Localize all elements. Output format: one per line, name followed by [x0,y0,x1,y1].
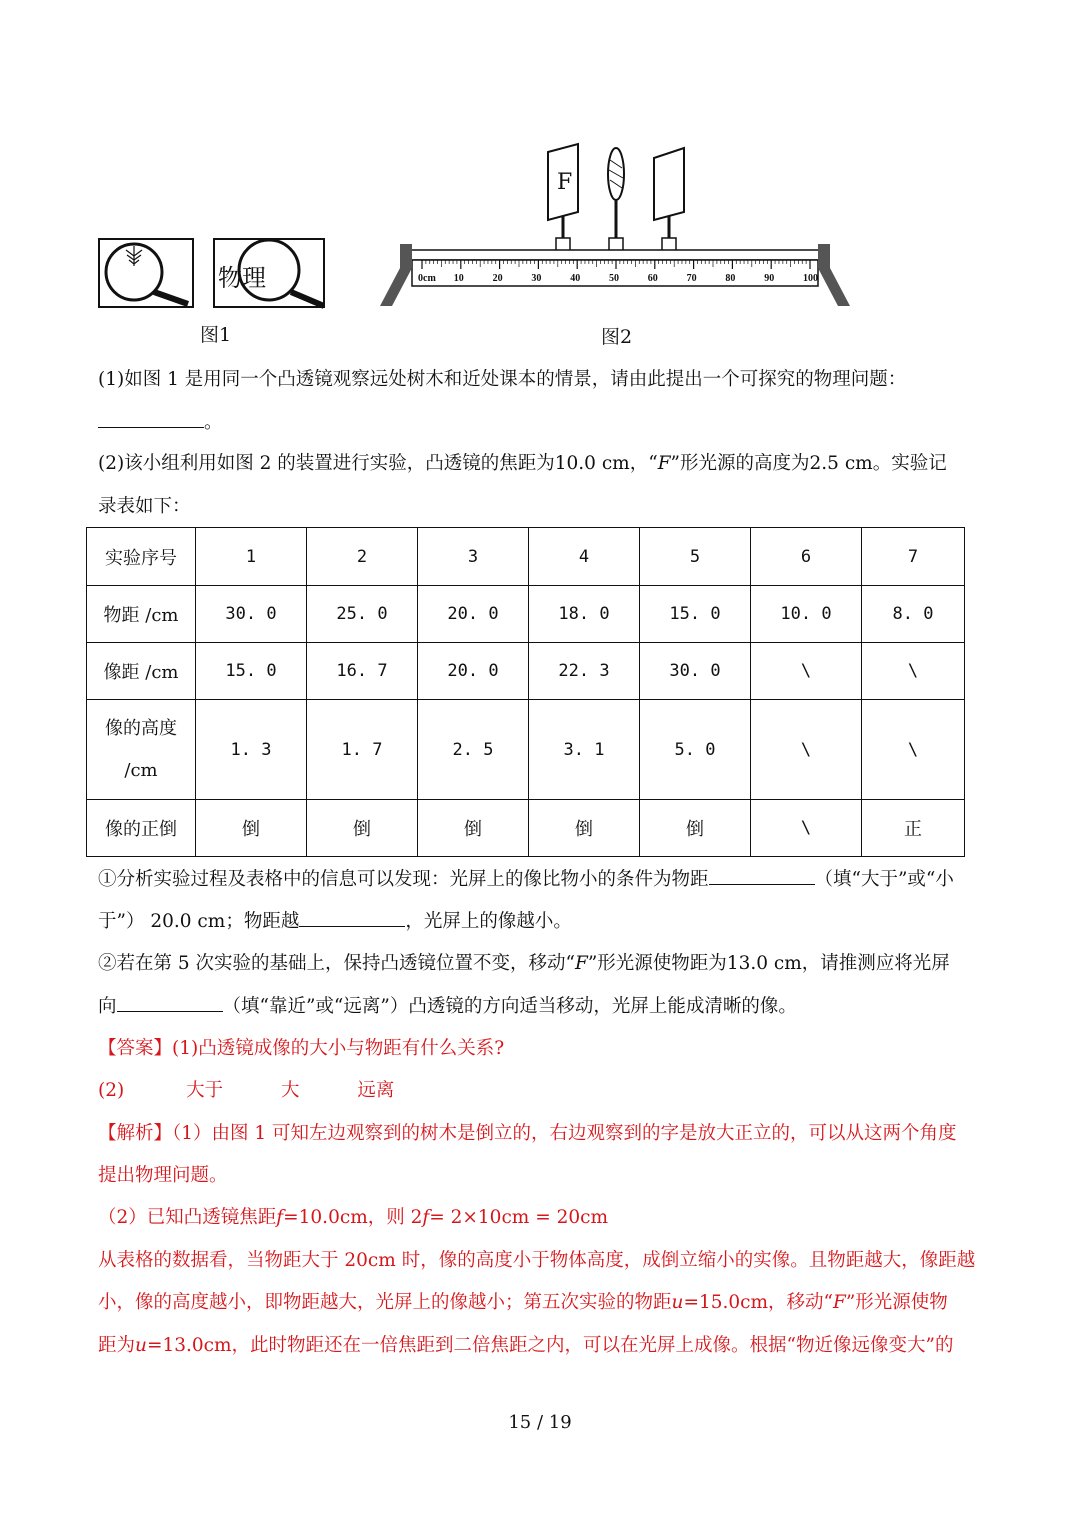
ruler-label: 80 [725,273,736,284]
figure-1 [96,236,336,316]
f-letter: F [557,170,573,195]
table-cell: 3. 1 [529,700,640,800]
table-cell: 2 [307,528,418,586]
table-cell: 10. 0 [751,586,862,643]
ruler-label: 30 [531,273,542,284]
analysis-5c: ”形光源使物 [845,1292,948,1313]
q2-text-d: 。实验记 [872,453,947,474]
s1-text-d: ；物距越 [225,911,300,932]
figure-2-label: 图2 [601,326,633,348]
ruler-label: 70 [686,273,697,284]
figure-1-label: 图1 [200,324,232,346]
row-header-height-unit: /cm [124,759,158,781]
table-cell: 物距 /cm [87,586,196,643]
q2-text-b: ，“ [629,453,658,474]
ruler-label: 10 [453,273,464,284]
table-cell: 30. 0 [640,643,751,700]
answer-blank [98,409,204,428]
table-cell [87,700,196,800]
analysis-line-6 [98,1333,953,1359]
answer-part2-label: (2) [98,1080,125,1101]
table-cell: 像的正倒 [87,800,196,857]
magnifier-handle-left [154,292,188,304]
table-row [87,800,965,857]
u-variable: u [135,1335,147,1356]
table-cell: 20. 0 [418,643,529,700]
ruler-label: 50 [609,273,619,284]
q2-text-c: ”形光源的高度为 [670,453,810,474]
convex-lens [608,148,624,240]
question-1: (1)如图 1 是用同一个凸透镜观察远处树木和近处课本的情景，请由此提出一个可探究的物理问题： [98,369,907,390]
table-row [87,528,965,586]
s2-text-a: ②若在第 5 次实验的基础上，保持凸透镜位置不变，移动“ [98,953,575,974]
table-cell: 5 [640,528,751,586]
magnifier-handle-right [291,292,324,306]
row-header-height: 像的高度 [105,717,177,739]
analysis-6b: =13.0cm，此时物距还在一倍焦距到二倍焦距之内，可以在光屏上成像。根据“物近像远像变大”的 [146,1335,954,1356]
ruler-label: 0cm [418,273,436,284]
table-cell: \ [751,643,862,700]
table-cell: 15. 0 [640,586,751,643]
question-2 [98,451,947,477]
analysis-3c: = 2×10cm = 20cm [429,1207,609,1228]
answer-a: 大于 [186,1080,224,1101]
ruler-label: 20 [492,273,503,284]
table-cell: 倒 [307,800,418,857]
table-cell: 18. 0 [529,586,640,643]
figure-2 [378,140,854,312]
page-number: 15 / 19 [508,1412,572,1433]
ruler-label: 100 [803,273,818,284]
table-cell: 2. 5 [418,700,529,800]
answer-line-2 [98,1078,394,1104]
analysis-5b: =15.0cm，移动“ [683,1292,833,1313]
s2-text-c: ，请推测应将光屏 [801,953,950,974]
table-cell: 6 [751,528,862,586]
analysis-line-4: 从表格的数据看，当物距大于 20cm 时，像的高度小于物体高度，成倒立缩小的实像。且物距越大，像距越 [98,1250,976,1271]
sub-question-2-cont [98,993,797,1020]
table-cell: 倒 [418,800,529,857]
table-cell: 倒 [529,800,640,857]
table-cell: \ [862,700,965,800]
answer-blank [117,993,223,1012]
f-symbol: F [657,453,671,474]
f-symbol: F [833,1292,846,1313]
answer-c: 远离 [357,1080,395,1101]
f-symbol: F [575,953,588,974]
s1-text-a: ①分析实验过程及表格中的信息可以发现：光屏上的像比物小的条件为物距 [98,869,709,890]
table-cell: 1. 7 [307,700,418,800]
analysis-line-2: 提出物理问题。 [98,1165,228,1186]
answer-blank [709,866,815,885]
analysis-6a: 距为 [98,1335,136,1356]
experiment-table [86,527,965,857]
sub-question-1-cont [98,908,572,935]
s1-text-b: （填“大于”或“小 [814,869,954,890]
s1-value: 20.0 cm [150,911,226,932]
source-height: 2.5 cm [809,453,873,474]
sub-question-1 [98,866,954,893]
table-cell: \ [862,643,965,700]
table-cell: 像距 /cm [87,643,196,700]
answer-line-1: 【答案】(1)凸透镜成像的大小与物距有什么关系? [98,1038,505,1059]
analysis-3b: =10.0cm，则 2 [283,1207,423,1228]
s2-text-e: （填“靠近”或“远离”）凸透镜的方向适当移动，光屏上能成清晰的像。 [222,996,797,1017]
figure-1-drawing [96,236,336,316]
f-variable: f [422,1207,430,1228]
analysis-line-5 [98,1290,948,1316]
table-cell: 5. 0 [640,700,751,800]
period: 。 [204,412,223,433]
optical-bench-drawing [378,140,854,312]
u-variable: u [671,1292,684,1313]
answer-blank [299,908,405,927]
table-cell: 22. 3 [529,643,640,700]
s2-text-b: ”形光源使物距为 [587,953,727,974]
table-cell: 30. 0 [196,586,307,643]
ruler-label: 40 [570,273,581,284]
table-cell: 20. 0 [418,586,529,643]
table-cell: \ [751,700,862,800]
s2-value: 13.0 cm [726,953,802,974]
analysis-line-3 [98,1205,608,1231]
table-cell: 1. 3 [196,700,307,800]
light-screen [654,148,684,240]
table-cell: 正 [862,800,965,857]
table-row [87,643,965,700]
f-variable: f [276,1207,284,1228]
analysis-5a: 小，像的高度越小，即物距越大，光屏上的像越小；第五次实验的物距 [98,1292,672,1313]
analysis-3a: （2）已知凸透镜焦距 [98,1207,277,1228]
book-text: 物理 [218,264,266,292]
focal-length: 10.0 cm [554,453,630,474]
q2-text-a: (2)该小组利用如图 2 的装置进行实验，凸透镜的焦距为 [98,453,555,474]
table-cell: 4 [529,528,640,586]
table-cell: 15. 0 [196,643,307,700]
analysis-line-1: 【解析】（1）由图 1 可知左边观察到的树木是倒立的，右边观察到的字是放大正立的，可以从这两个角度 [98,1123,957,1144]
question-2-cont: 录表如下： [98,496,191,517]
ruler-label: 90 [764,273,775,284]
table-cell: 3 [418,528,529,586]
table-cell: \ [751,800,862,857]
question-1-answer-line [98,409,223,436]
s1-text-e: ，光屏上的像越小。 [405,911,572,932]
table-cell: 倒 [196,800,307,857]
table-cell: 25. 0 [307,586,418,643]
s2-text-d: 向 [98,996,117,1017]
table-row [87,700,965,800]
answer-b: 大 [281,1080,300,1101]
table-cell: 1 [196,528,307,586]
table-cell: 8. 0 [862,586,965,643]
tree-icon [126,246,142,266]
sub-question-2 [98,951,950,977]
s1-text-c: 于”） [98,911,145,932]
ruler-label: 60 [647,273,658,284]
table-cell: 16. 7 [307,643,418,700]
table-cell: 倒 [640,800,751,857]
table-row [87,586,965,643]
table-cell: 实验序号 [87,528,196,586]
table-cell: 7 [862,528,965,586]
